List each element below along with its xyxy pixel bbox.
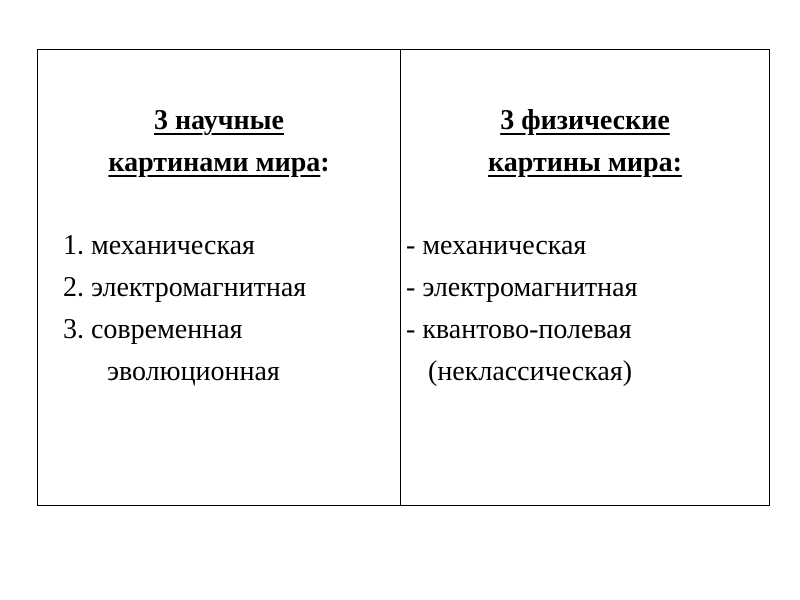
list-item: 1. механическая xyxy=(63,230,255,261)
scientific-heading-line1: 3 научные xyxy=(154,105,284,136)
scientific-pictures-list xyxy=(63,225,306,393)
list-item: 3. современная xyxy=(63,314,243,345)
list-item-continuation: (неклассическая) xyxy=(428,356,633,387)
physical-pictures-list xyxy=(406,225,637,393)
physical-heading-line1: 3 физические xyxy=(500,105,670,136)
physical-pictures-heading xyxy=(401,100,769,184)
list-item: - электромагнитная xyxy=(406,272,638,303)
list-item-continuation: эволюционная xyxy=(107,356,280,387)
physical-heading-line2: картины мира: xyxy=(488,147,682,178)
physical-pictures-column xyxy=(401,50,769,505)
scientific-pictures-heading xyxy=(38,100,400,184)
list-item: - механическая xyxy=(406,230,587,261)
scientific-pictures-column xyxy=(38,50,401,505)
comparison-table xyxy=(37,49,770,506)
list-item: - квантово-полевая xyxy=(406,314,632,345)
scientific-heading-line2: картинами мира xyxy=(108,147,321,178)
list-item: 2. электромагнитная xyxy=(63,272,307,303)
scientific-heading-colon: : xyxy=(320,147,330,178)
